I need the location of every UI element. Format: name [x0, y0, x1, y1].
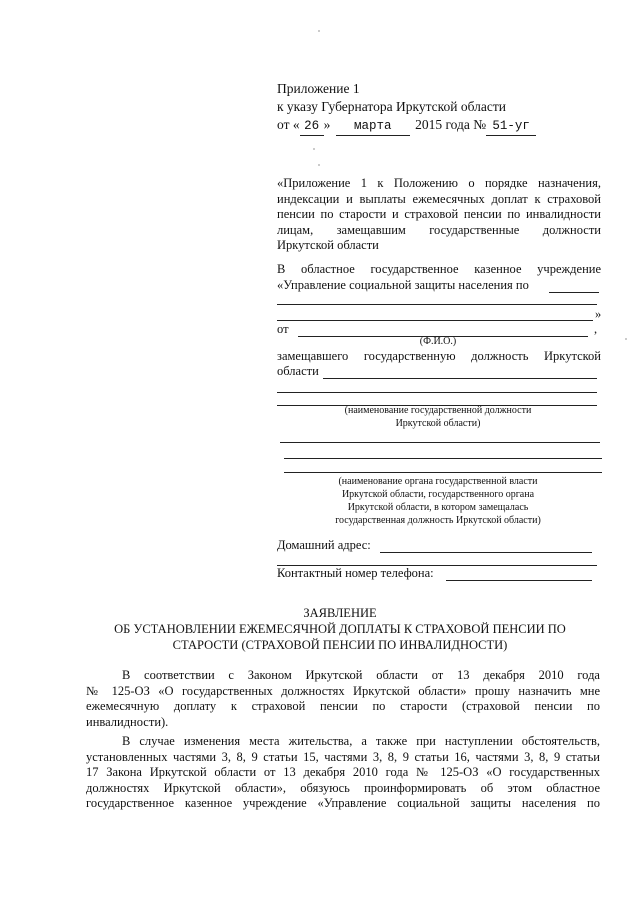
- appendix-ref-line: лицам, замещавшим государственные должности: [277, 222, 601, 237]
- fill-line: [277, 304, 597, 305]
- decree-date-line: [277, 116, 536, 136]
- body-paragraph-1: [86, 668, 600, 730]
- position-line-2: области: [277, 364, 319, 378]
- body-line: В соответствии с Законом Иркутской области от 13 декабря 2010 года: [122, 668, 600, 682]
- fill-line: [284, 458, 602, 459]
- organ-hint-2: Иркутской области, государственного органа: [341, 489, 535, 500]
- organ-hint-1: (наименование органа государственной власти: [338, 476, 538, 487]
- appendix-ref-line: пенсии по старости и страховой пенсии по инвалидности: [277, 207, 601, 221]
- appendix-ref-line: Иркутской области: [277, 238, 379, 252]
- fill-line: [284, 472, 602, 473]
- address-fill-line: [380, 552, 592, 553]
- body-line: 17 Закона Иркутской области от 13 декабря 2010 года № 125-ОЗ «О государственных: [86, 765, 600, 779]
- appendix-ref-line: индексации и выплаты ежемесячных доплат к страховой: [277, 191, 601, 206]
- scan-speck: [318, 30, 320, 32]
- body-line: ежемесячную доплату к страховой пенсии по старости (страховой пенсии по: [86, 699, 600, 713]
- appendix-ref-line: «Приложение 1 к Положению о порядке назначения,: [277, 176, 601, 190]
- organ-hint-4: государственная должность Иркутской области): [335, 515, 541, 526]
- fill-line: [280, 442, 600, 443]
- fill-line: [277, 392, 597, 393]
- from-label: от: [277, 322, 289, 336]
- appendix-number: Приложение 1: [277, 81, 360, 96]
- body-line: В случае изменения места жительства, а также при наступлении обстоятельств,: [122, 734, 600, 748]
- body-line: государственное казенное учреждение «Управление социальной защиты населения по: [86, 796, 600, 810]
- document-subtitle-line-1: ОБ УСТАНОВЛЕНИИ ЕЖЕМЕСЯЧНОЙ ДОПЛАТЫ К СТРАХОВОЙ ПЕНСИИ ПО: [114, 622, 566, 636]
- position-hint-2: Иркутской области): [395, 418, 481, 429]
- fill-line: [323, 378, 597, 379]
- phone-label: Контактный номер телефона:: [277, 566, 434, 580]
- body-line: инвалидности).: [86, 714, 169, 729]
- appendix-reference-block: [277, 176, 601, 254]
- document-title: ЗАЯВЛЕНИЕ: [303, 606, 377, 620]
- comma: ,: [594, 322, 598, 336]
- document-subtitle-line-2: СТАРОСТИ (СТРАХОВОЙ ПЕНСИИ ПО ИНВАЛИДНОСТИ): [172, 638, 508, 652]
- body-line: должностях Иркутской области», обязуюсь проинформировать об этом областное: [86, 780, 600, 795]
- scan-speck: [625, 338, 627, 340]
- scan-speck: [313, 148, 315, 150]
- fill-line: [277, 320, 593, 321]
- phone-fill-line: [446, 580, 592, 581]
- quote-close: »: [595, 307, 602, 321]
- body-paragraph-2: [86, 734, 600, 812]
- fill-line: [549, 292, 599, 293]
- position-hint-1: (наименование государственной должности: [344, 405, 532, 416]
- recipient-line-2: «Управление социальной защиты населения по: [277, 278, 529, 292]
- scan-speck: [318, 164, 320, 166]
- recipient-line-1: В областное государственное казенное учреждение: [277, 262, 601, 276]
- month-value: марта: [336, 117, 410, 136]
- day-close: »: [323, 117, 331, 132]
- from-prefix: от «: [277, 117, 300, 132]
- body-line: установленных частями 3, 8, 9 статьи 15, частями 3, 8, 9 статьи 16, частями 3, 8, 9 статьи: [86, 749, 600, 764]
- home-address-label: Домашний адрес:: [277, 538, 371, 552]
- organ-hint-3: Иркутской области, в котором замещалась: [347, 502, 529, 513]
- day-value: 26: [300, 117, 324, 136]
- position-line-1: замещавшего государственную должность Иркутской: [277, 349, 601, 363]
- decree-reference: к указу Губернатора Иркутской области: [277, 99, 506, 114]
- body-line: № 125-ОЗ «О государственных должностях Иркутской области» прошу назначить мне: [86, 683, 600, 698]
- decree-number: 51-уг: [486, 117, 536, 136]
- fio-hint: (Ф.И.О.): [419, 336, 457, 347]
- year-text: 2015 года №: [415, 117, 487, 132]
